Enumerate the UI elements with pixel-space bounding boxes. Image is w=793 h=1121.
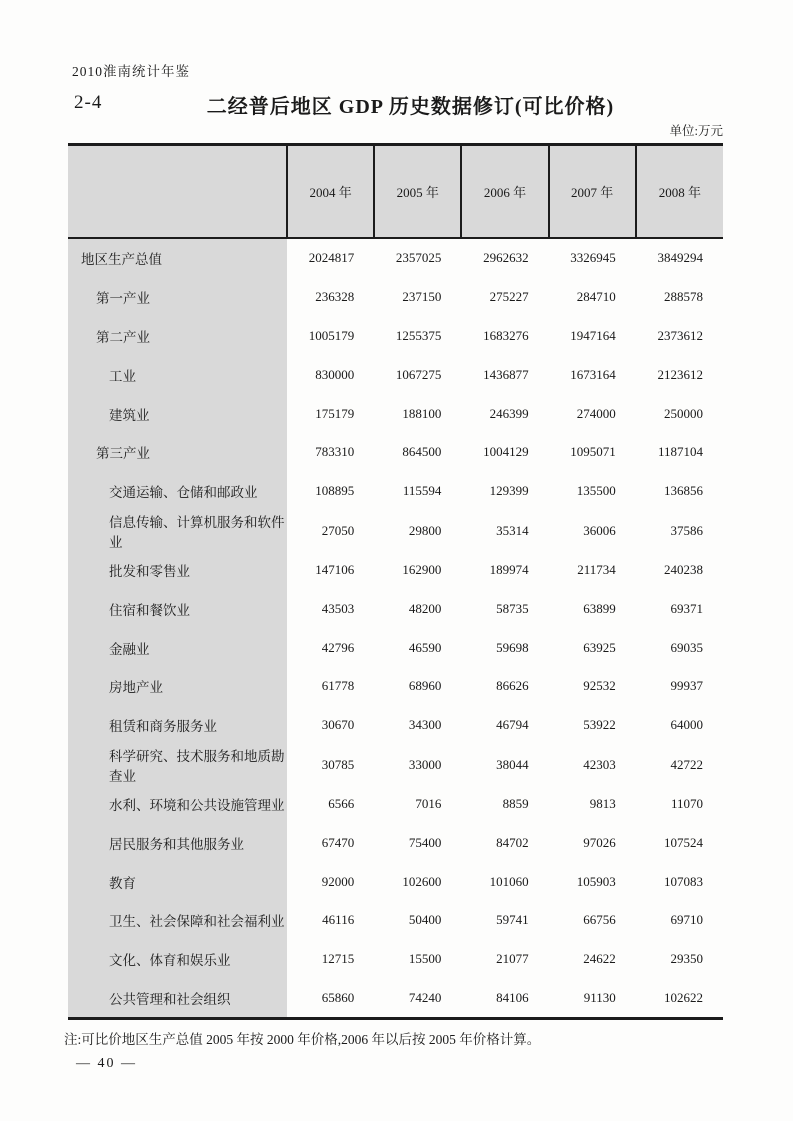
table-row — [68, 667, 723, 706]
year-column-header: 2004 年 — [287, 145, 374, 239]
cell-value: 86626 — [496, 678, 529, 694]
cell-value: 2024817 — [308, 250, 355, 266]
cell-value: 69035 — [670, 639, 703, 655]
cell-value: 84106 — [496, 989, 529, 1005]
cell-value: 250000 — [664, 405, 703, 421]
cell-value: 108895 — [315, 483, 355, 499]
cell-value: 21077 — [496, 951, 529, 967]
row-label: 批发和零售业 — [68, 551, 287, 590]
table-row — [68, 862, 723, 901]
cell-value: 69710 — [670, 912, 703, 928]
cell-value: 63899 — [583, 600, 616, 616]
cell-value: 1673164 — [570, 366, 616, 382]
cell-value: 105903 — [576, 873, 616, 889]
table-row — [68, 628, 723, 667]
cell-value: 102622 — [664, 989, 703, 1005]
row-label: 科学研究、技术服务和地质勘查业 — [68, 745, 287, 785]
cell-value: 162900 — [402, 561, 442, 577]
gdp-table-head — [68, 145, 723, 239]
row-label: 教育 — [68, 862, 287, 901]
cell-value: 15500 — [408, 951, 442, 967]
table-row — [68, 901, 723, 940]
cell-value: 9813 — [589, 795, 616, 811]
cell-value: 236328 — [315, 289, 355, 305]
year-column-header: 2008 年 — [636, 145, 723, 239]
table-row — [68, 278, 723, 317]
cell-value: 115594 — [402, 483, 442, 499]
row-label: 文化、体育和娱乐业 — [68, 940, 287, 979]
row-label: 水利、环境和公共设施管理业 — [68, 785, 287, 824]
cell-value: 65860 — [321, 989, 355, 1005]
cell-value: 188100 — [402, 405, 442, 421]
row-label: 交通运输、仓储和邮政业 — [68, 472, 287, 511]
cell-value: 75400 — [408, 834, 442, 850]
cell-value: 12715 — [321, 951, 355, 967]
cell-value: 1005179 — [308, 327, 355, 343]
unit-label: 单位:万元 — [669, 124, 723, 138]
row-label: 第二产业 — [68, 317, 287, 356]
cell-value: 42303 — [583, 756, 616, 772]
row-label: 公共管理和社会组织 — [68, 979, 287, 1019]
cell-value: 783310 — [315, 444, 355, 460]
cell-value: 91130 — [583, 989, 616, 1005]
cell-value: 129399 — [489, 483, 529, 499]
cell-value: 67470 — [321, 834, 355, 850]
table-row — [68, 745, 723, 785]
page-number: — 40 — — [76, 1056, 137, 1071]
row-label: 第一产业 — [68, 278, 287, 317]
cell-value: 46794 — [496, 717, 529, 733]
table-row — [68, 979, 723, 1019]
table-row — [68, 785, 723, 824]
cell-value: 33000 — [408, 756, 442, 772]
cell-value: 69371 — [670, 600, 703, 616]
year-column-header: 2007 年 — [549, 145, 636, 239]
row-label: 卫生、社会保障和社会福利业 — [68, 901, 287, 940]
cell-value: 1436877 — [483, 366, 529, 382]
table-row — [68, 472, 723, 511]
cell-value: 59741 — [496, 912, 529, 928]
yearbook-header: 2010淮南统计年鉴 — [72, 64, 190, 79]
cell-value: 2123612 — [657, 366, 703, 382]
cell-value: 175179 — [315, 405, 355, 421]
cell-value: 864500 — [402, 444, 442, 460]
year-column-header: 2005 年 — [374, 145, 461, 239]
gdp-table — [68, 143, 723, 1020]
cell-value: 830000 — [315, 366, 355, 382]
cell-value: 1255375 — [395, 327, 442, 343]
row-label: 信息传输、计算机服务和软件业 — [68, 511, 287, 551]
table-row — [68, 511, 723, 551]
cell-value: 99937 — [670, 678, 703, 694]
cell-value: 101060 — [489, 873, 529, 889]
row-label: 第三产业 — [68, 433, 287, 472]
cell-value: 46116 — [322, 912, 355, 928]
cell-value: 46590 — [408, 639, 442, 655]
table-row — [68, 394, 723, 433]
row-label: 住宿和餐饮业 — [68, 589, 287, 628]
cell-value: 92000 — [321, 873, 355, 889]
corner-cell — [68, 145, 287, 239]
cell-value: 1067275 — [395, 366, 442, 382]
cell-value: 61778 — [321, 678, 355, 694]
cell-value: 64000 — [670, 717, 703, 733]
table-number: 2-4 — [74, 92, 103, 113]
row-label: 金融业 — [68, 628, 287, 667]
footnote: 注:可比价地区生产总值 2005 年按 2000 年价格,2006 年以后按 2005 年价格计算。 — [64, 1032, 541, 1047]
cell-value: 246399 — [489, 405, 529, 421]
table-row — [68, 589, 723, 628]
header-row — [68, 145, 723, 239]
cell-value: 1947164 — [570, 327, 616, 343]
cell-value: 36006 — [583, 522, 616, 538]
cell-value: 53922 — [583, 717, 616, 733]
cell-value: 68960 — [408, 678, 442, 694]
cell-value: 34300 — [408, 717, 442, 733]
cell-value: 30670 — [321, 717, 355, 733]
cell-value: 147106 — [315, 561, 355, 577]
cell-value: 11070 — [670, 795, 703, 811]
row-label: 租赁和商务服务业 — [68, 706, 287, 745]
row-label: 工业 — [68, 355, 287, 394]
cell-value: 74240 — [408, 989, 442, 1005]
cell-value: 275227 — [489, 289, 529, 305]
cell-value: 2373612 — [657, 327, 703, 343]
cell-value: 42796 — [321, 639, 355, 655]
cell-value: 1095071 — [570, 444, 616, 460]
cell-value: 30785 — [321, 756, 355, 772]
cell-value: 237150 — [402, 289, 442, 305]
cell-value: 48200 — [408, 600, 442, 616]
cell-value: 288578 — [664, 289, 703, 305]
cell-value: 6566 — [328, 795, 355, 811]
cell-value: 63925 — [583, 639, 616, 655]
cell-value: 107083 — [664, 873, 703, 889]
table-row — [68, 823, 723, 862]
cell-value: 274000 — [576, 405, 616, 421]
cell-value: 92532 — [583, 678, 616, 694]
cell-value: 7016 — [415, 795, 442, 811]
cell-value: 84702 — [496, 834, 529, 850]
cell-value: 42722 — [670, 756, 703, 772]
cell-value: 240238 — [664, 561, 703, 577]
cell-value: 97026 — [583, 834, 616, 850]
cell-value: 2357025 — [395, 250, 442, 266]
cell-value: 135500 — [576, 483, 616, 499]
cell-value: 1004129 — [483, 444, 529, 460]
table-row — [68, 238, 723, 278]
cell-value: 3326945 — [570, 250, 616, 266]
cell-value: 189974 — [489, 561, 529, 577]
cell-value: 107524 — [664, 834, 703, 850]
table-row — [68, 317, 723, 356]
table-row — [68, 551, 723, 590]
cell-value: 58735 — [496, 600, 529, 616]
table-row — [68, 355, 723, 394]
cell-value: 284710 — [576, 289, 616, 305]
cell-value: 8859 — [502, 795, 529, 811]
cell-value: 24622 — [583, 951, 616, 967]
cell-value: 37586 — [670, 522, 703, 538]
cell-value: 50400 — [408, 912, 442, 928]
table-row — [68, 940, 723, 979]
page-title: 二经普后地区 GDP 历史数据修订(可比价格) — [206, 96, 615, 118]
cell-value: 1187104 — [657, 444, 703, 460]
year-column-header: 2006 年 — [461, 145, 548, 239]
table-row — [68, 706, 723, 745]
cell-value: 35314 — [496, 522, 529, 538]
cell-value: 38044 — [496, 756, 529, 772]
cell-value: 1683276 — [483, 327, 529, 343]
cell-value: 2962632 — [483, 250, 529, 266]
title-band — [68, 90, 723, 120]
row-label: 地区生产总值 — [68, 238, 287, 278]
cell-value: 102600 — [402, 873, 442, 889]
cell-value: 211734 — [577, 561, 616, 577]
cell-value: 27050 — [321, 522, 355, 538]
row-label: 居民服务和其他服务业 — [68, 823, 287, 862]
cell-value: 66756 — [583, 912, 616, 928]
cell-value: 3849294 — [657, 250, 703, 266]
cell-value: 59698 — [496, 639, 529, 655]
row-label: 房地产业 — [68, 667, 287, 706]
cell-value: 29350 — [670, 951, 703, 967]
cell-value: 43503 — [321, 600, 355, 616]
cell-value: 136856 — [664, 483, 703, 499]
gdp-table-body — [68, 238, 723, 1019]
table-row — [68, 433, 723, 472]
row-label: 建筑业 — [68, 394, 287, 433]
cell-value: 29800 — [408, 522, 442, 538]
